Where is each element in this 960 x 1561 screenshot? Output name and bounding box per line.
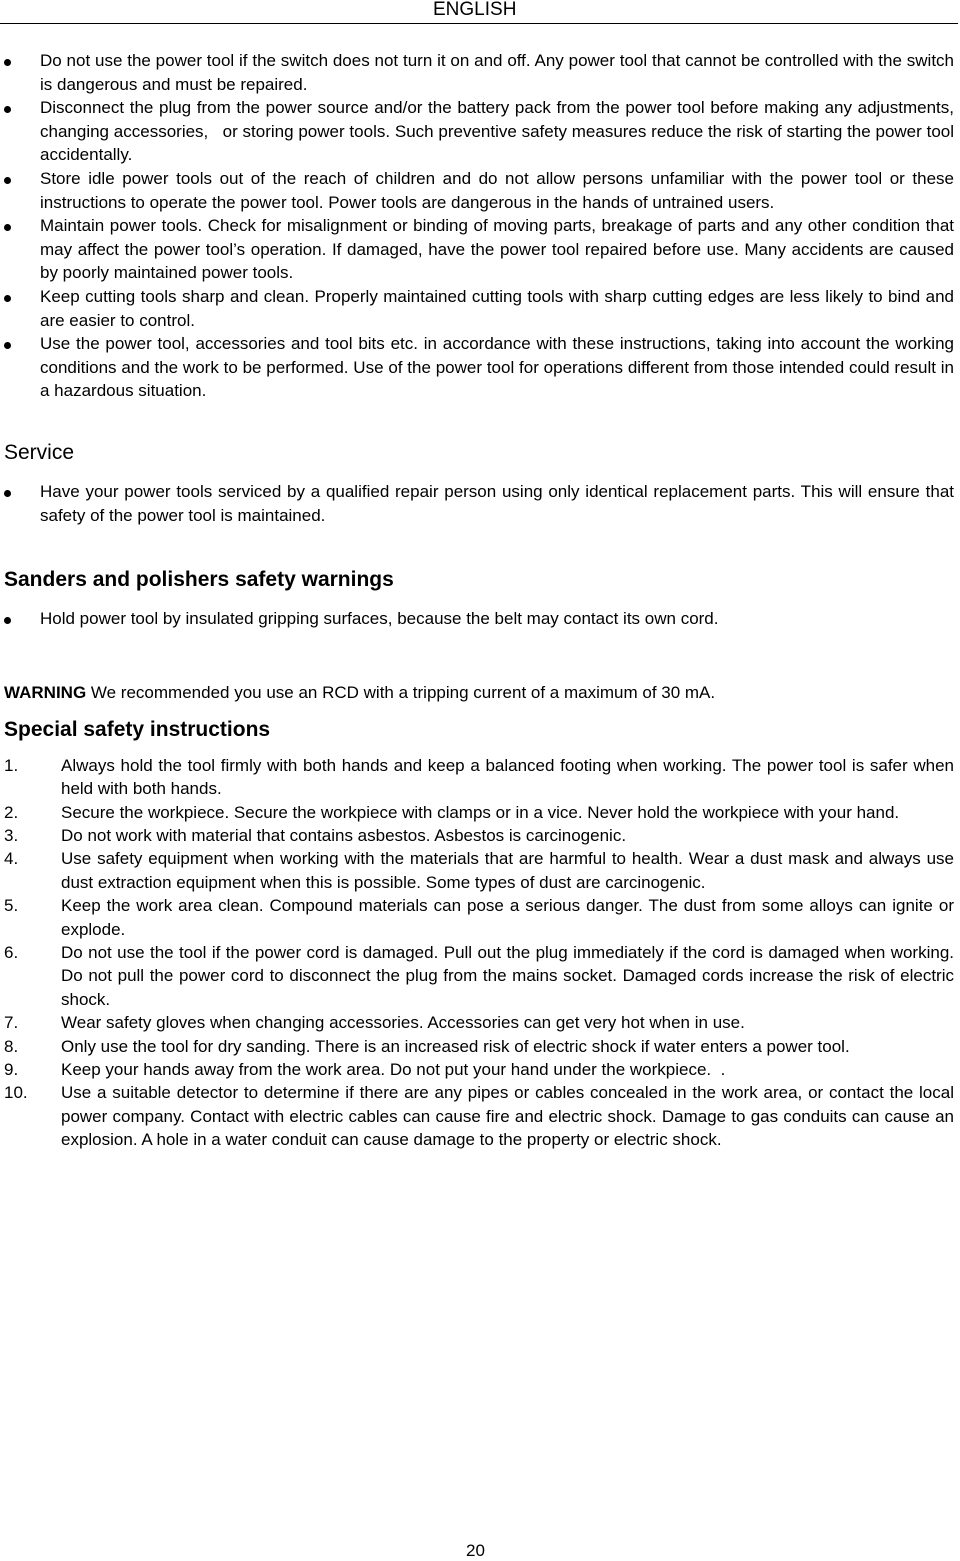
list-item-text: Store idle power tools out of the reach of children and do not allow persons unfamiliar with the power tool or these instructions to operate the power tool. Power tools are dangerous in the hands of untrained users. [40, 168, 954, 212]
list-item-text: Keep the work area clean. Compound materials can pose a serious danger. The dust from some alloys can ignite or explode. [61, 896, 954, 939]
list-item [4, 941, 954, 1011]
bullet-icon [4, 617, 11, 624]
item-number: 3. [4, 825, 19, 845]
page-header [0, 0, 958, 24]
warning-text: We recommended you use an RCD with a tripping current of a maximum of 30 mA. [86, 682, 716, 702]
item-number: 5. [4, 896, 19, 916]
list-item [4, 167, 954, 214]
list-item [4, 49, 954, 96]
item-number: 6. [4, 942, 19, 962]
general-safety-list [4, 49, 954, 403]
list-item [4, 824, 954, 847]
item-number: 1. [4, 755, 19, 775]
list-item [4, 754, 954, 801]
special-safety-list [4, 754, 954, 1152]
list-item [4, 214, 954, 285]
list-item-text: Disconnect the plug from the power source and/or the battery pack from the power tool before making any adjustments, changing accessories, or storing power tools. Such preventive safety measures reduce the risk of starting the power tool accidentally. [40, 98, 954, 165]
item-number: 2. [4, 802, 19, 822]
service-list [4, 480, 954, 527]
page-content [4, 49, 954, 1152]
list-item-text: Wear safety gloves when changing accessories. Accessories can get very hot when in use. [61, 1013, 745, 1033]
warning-note [4, 681, 954, 704]
sanders-list [4, 607, 954, 631]
service-heading: Service [4, 440, 75, 464]
page-number: 20 [466, 1541, 485, 1560]
list-item-text: Secure the workpiece. Secure the workpiece with clamps or in a vice. Never hold the workpiece with your hand. [61, 802, 900, 822]
list-item [4, 894, 954, 941]
list-item [4, 1035, 954, 1058]
item-number: 8. [4, 1036, 19, 1056]
list-item-text: Do not use the power tool if the switch does not turn it on and off. Any power tool that cannot be controlled with the switch is dangerous and must be repaired. [40, 51, 954, 94]
bullet-icon [4, 177, 11, 184]
bullet-icon [4, 342, 11, 349]
list-item [4, 1058, 954, 1081]
list-item-text: Always hold the tool firmly with both hands and keep a balanced footing when working. The power tool is safer when held with both hands. [61, 755, 954, 799]
list-item [4, 847, 954, 894]
bullet-icon [4, 59, 11, 66]
sanders-heading: Sanders and polishers safety warnings [4, 568, 394, 592]
item-number: 4. [4, 849, 19, 869]
item-number: 9. [4, 1059, 19, 1079]
item-number: 10. [4, 1083, 28, 1103]
list-item-text: Keep your hands away from the work area. Do not put your hand under the workpiece. . [61, 1059, 726, 1079]
list-item-text: Use the power tool, accessories and tool bits etc. in accordance with these instructions, taking into account the working conditions and the work to be performed. Use of the power tool for operations different from those intended could result in a hazardous situation. [40, 334, 954, 401]
list-item-text: Use a suitable detector to determine if there are any pipes or cables concealed in the work area, or contact the local power company. Contact with electric cables can cause fire and electric shock. Damage to gas conduits can cause an explosion. A hole in a water conduit can cause damage to the property or electric shock. [61, 1083, 954, 1150]
warning-label: WARNING [4, 682, 87, 702]
header-language: ENGLISH [433, 0, 517, 20]
list-item [4, 285, 954, 332]
bullet-icon [4, 106, 11, 113]
list-item [4, 1081, 954, 1151]
list-item-text: Maintain power tools. Check for misalignment or binding of moving parts, breakage of parts and any other condition that may affect the power tool’s operation. If damaged, have the power tool repaired before use. Many accidents are caused by poorly maintained power tools. [40, 216, 954, 283]
list-item-text: Do not use the tool if the power cord is damaged. Pull out the plug immediately if the cord is damaged when working. Do not pull the power cord to disconnect the plug from the mains socket. Damaged cords increase the risk of electric shock. [61, 942, 954, 1009]
bullet-icon [4, 490, 11, 497]
bullet-icon [4, 224, 11, 231]
list-item-text: Only use the tool for dry sanding. There is an increased risk of electric shock if water enters a power tool. [61, 1036, 850, 1056]
list-item [4, 480, 954, 527]
list-item [4, 332, 954, 403]
list-item [4, 607, 954, 631]
list-item-text: Use safety equipment when working with the materials that are harmful to health. Wear a dust mask and always use dust extraction equipment when this is possible. Some types of dust are carcinogenic. [61, 849, 954, 892]
special-safety-heading: Special safety instructions [4, 717, 271, 741]
list-item-text: Hold power tool by insulated gripping surfaces, because the belt may contact its own cord. [40, 609, 719, 629]
list-item [4, 801, 954, 824]
list-item-text: Have your power tools serviced by a qualified repair person using only identical replacement parts. This will ensure that safety of the power tool is maintained. [40, 481, 954, 525]
bullet-icon [4, 295, 11, 302]
list-item-text: Keep cutting tools sharp and clean. Properly maintained cutting tools with sharp cutting edges are less likely to bind and are easier to control. [40, 286, 954, 330]
item-number: 7. [4, 1013, 19, 1033]
list-item [4, 1011, 954, 1034]
list-item [4, 96, 954, 167]
list-item-text: Do not work with material that contains asbestos. Asbestos is carcinogenic. [61, 825, 627, 845]
